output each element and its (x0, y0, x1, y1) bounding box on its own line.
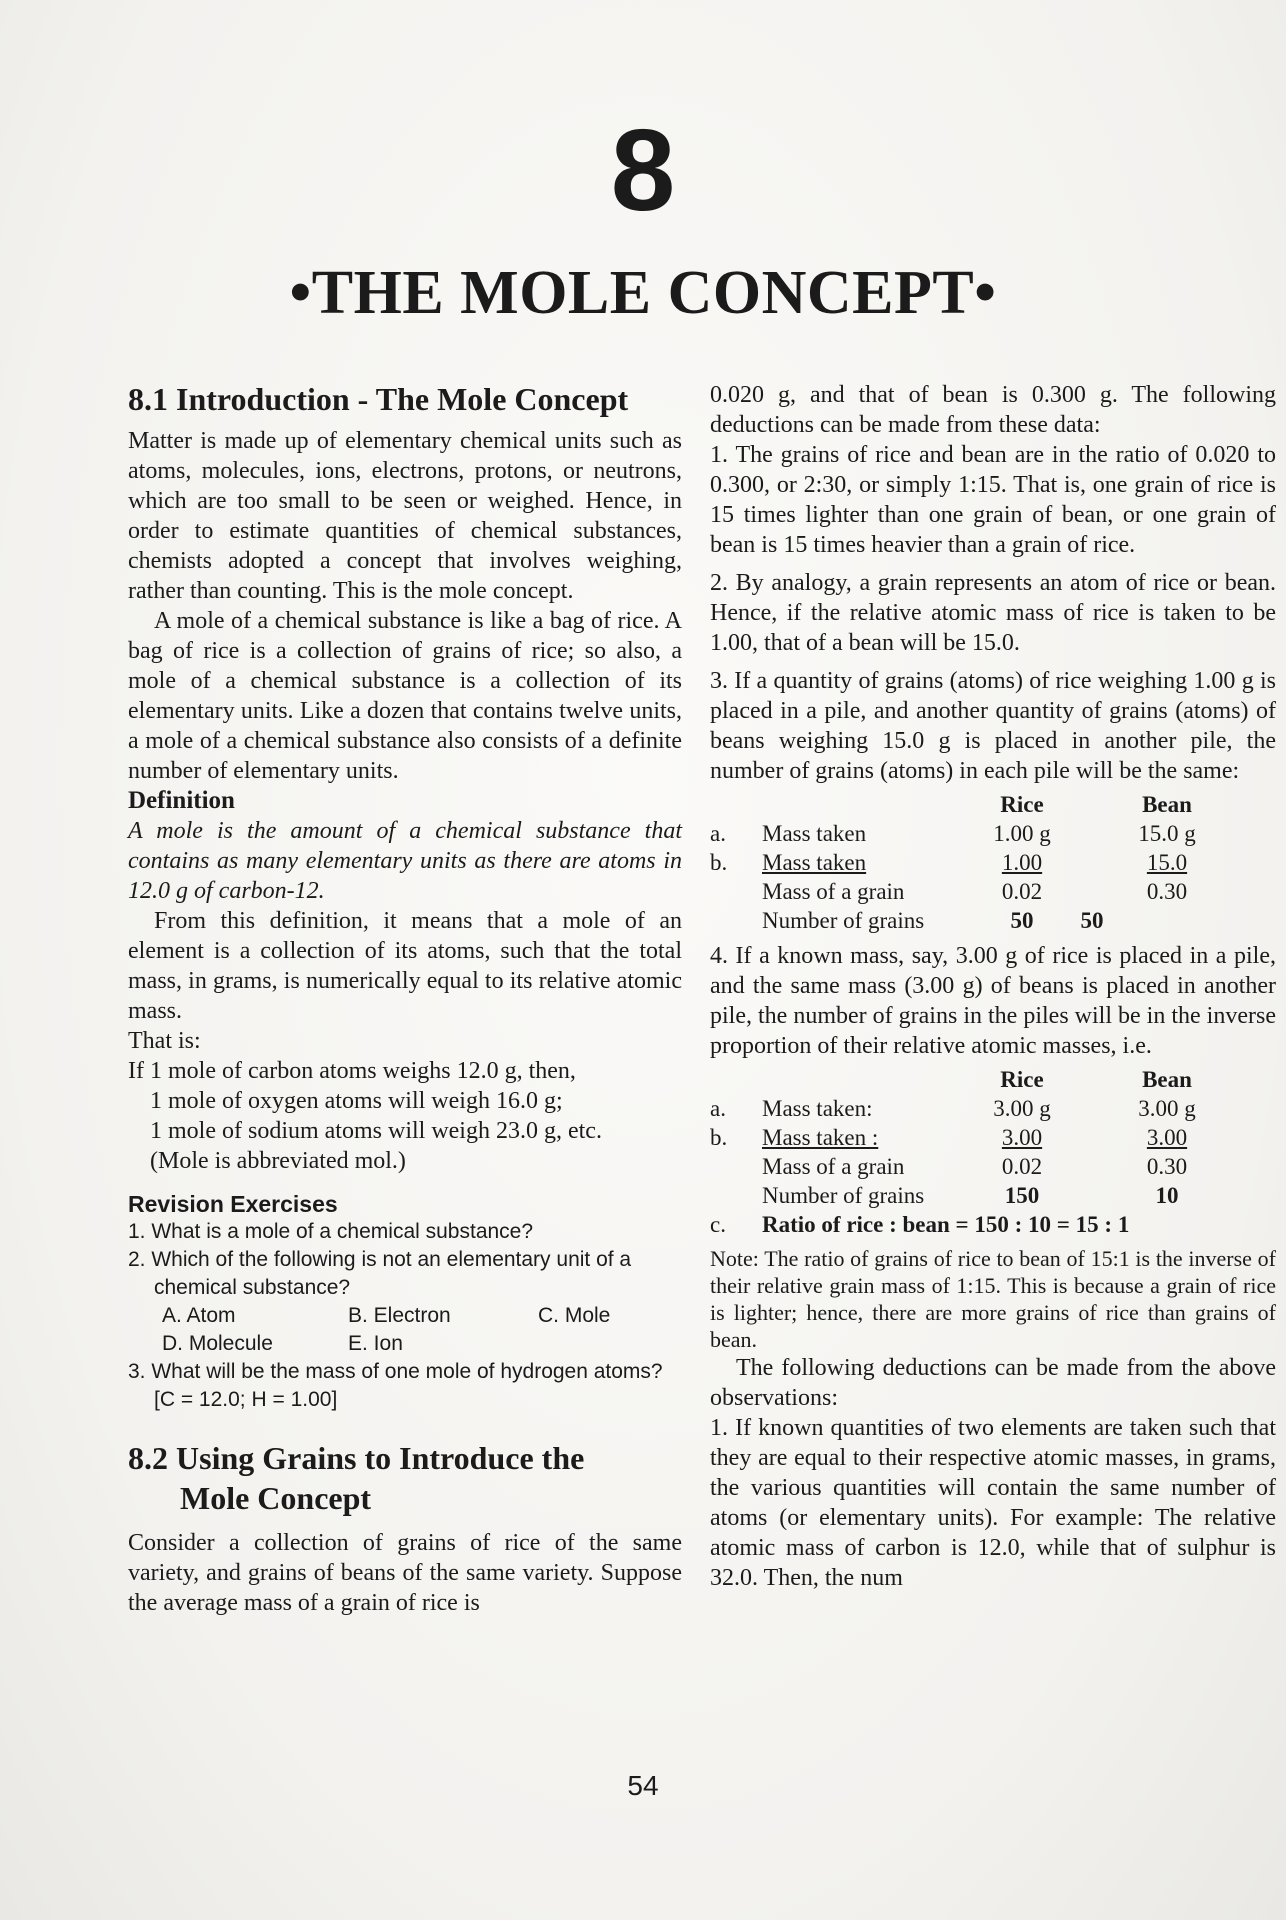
cell-rice: 150 (1004, 1183, 1040, 1208)
cell-rice: 0.02 (1001, 879, 1043, 904)
option-c: C. Mole (538, 1304, 611, 1327)
row-marker: c. (710, 1212, 726, 1237)
cell-rice: 1.00 (1001, 850, 1043, 875)
question-1: 1. What is a mole of a chemical substance? (128, 1220, 534, 1243)
grains-paragraph: Consider a collection of grains of rice of the same variety, and grains of beans of the same variety. Suppose the average mass of a grain of rice is (128, 1530, 682, 1616)
cell-bean: 3.00 g (1138, 1096, 1196, 1121)
chapter-title: •THE MOLE CONCEPT• (289, 259, 997, 327)
grain-mass-continuation: 0.020 g, and that of bean is 0.300 g. The following deductions can be made from these data: (710, 382, 1276, 438)
cell-bean: 0.30 (1146, 879, 1188, 904)
row-label: Number of grains (762, 1183, 925, 1208)
row-marker: b. (710, 850, 728, 875)
example-oxygen: 1 mole of oxygen atoms will weigh 16.0 g; (150, 1088, 563, 1114)
header-rice: Rice (1000, 1067, 1044, 1092)
chapter-number: 8 (610, 105, 676, 235)
that-is-label: That is: (128, 1028, 201, 1054)
page-number: 54 (627, 1770, 659, 1801)
cell-bean: 15.0 g (1138, 821, 1196, 846)
row-label: Mass taken (762, 821, 867, 846)
example-sodium: 1 mole of sodium atoms will weigh 23.0 g, etc. (150, 1118, 602, 1144)
section-8-2 (128, 1438, 682, 1618)
question-2-options (162, 1302, 682, 1358)
header-bean: Bean (1142, 1067, 1192, 1092)
cell-rice: 3.00 (1001, 1125, 1043, 1150)
header-rice: Rice (1000, 792, 1044, 817)
cell-bean: 15.0 (1146, 850, 1188, 875)
section-8-2-heading-line1: 8.2 Using Grains to Introduce the (128, 1440, 585, 1476)
mole-abbreviation: (Mole is abbreviated mol.) (150, 1148, 406, 1174)
section-8-1-heading: 8.1 Introduction - The Mole Concept (128, 381, 629, 417)
option-e: E. Ion (348, 1332, 403, 1355)
deduction-2: 2. By analogy, a grain represents an atom of rice or bean. Hence, if the relative atomic mass of rice is taken to be 1.00, that of a bean will be 15.0. (710, 570, 1276, 656)
definition-heading: Definition (128, 787, 235, 814)
option-b: B. Electron (348, 1304, 451, 1327)
cell-rice: 0.02 (1001, 1154, 1043, 1179)
cell-bean: 3.00 (1146, 1125, 1188, 1150)
rice-bean-table-2 (710, 1065, 1276, 1239)
rice-bean-table-1 (710, 790, 1276, 935)
fraction-numerator-label: Mass taken (762, 850, 867, 875)
header-bean: Bean (1142, 792, 1192, 817)
cell-bean: 10 (1155, 1183, 1179, 1208)
question-2: 2. Which of the following is not an elementary unit of a chemical substance? (128, 1248, 632, 1299)
question-3: 3. What will be the mass of one mole of hydrogen atoms? [C = 12.0; H = 1.00] (128, 1360, 663, 1411)
deduction-1: 1. The grains of rice and bean are in the ratio of 0.020 to 0.300, or 2:30, or simply 1:15. That is, one grain of rice is 15 times lighter than one grain of bean, or one grain of bean is 15 times heavier than a grain of rice. (710, 442, 1276, 558)
ratio-line: Ratio of rice : bean = 150 : 10 = 15 : 1 (762, 1212, 1130, 1237)
row-marker: a. (710, 821, 726, 846)
revision-exercises (128, 1218, 682, 1414)
revision-heading: Revision Exercises (128, 1191, 338, 1217)
option-a: A. Atom (162, 1304, 236, 1327)
cell-rice: 50 (1010, 908, 1034, 933)
mole-analogy-paragraph: A mole of a chemical substance is like a bag of rice. A bag of rice is a collection of grains of rice; so also, a mole of a chemical substance is a collection of its elementary units. Like a dozen that contains twelve units, a mole of a chemical substance also consists of a definite number of elementary units. (128, 608, 682, 784)
row-label: Mass taken: (762, 1096, 873, 1121)
cell-rice: 1.00 g (993, 821, 1051, 846)
definition-explanation: From this definition, it means that a mole of an element is a collection of its atoms, such that the total mass, in grams, is numerically equal to its relative atomic mass. (128, 908, 682, 1024)
right-column (710, 380, 1276, 1593)
following-deductions: The following deductions can be made from the above observations: (710, 1355, 1276, 1411)
cell-bean: 50 (1080, 908, 1104, 933)
note-paragraph: Note: The ratio of grains of rice to bean of 15:1 is the inverse of their relative grain mass of 1:15. This is because a grain of rice is lighter; hence, there are more grains of rice than grains of bean. (710, 1246, 1276, 1352)
left-column (128, 380, 682, 1618)
option-d: D. Molecule (162, 1332, 273, 1355)
row-label: Number of grains (762, 908, 925, 933)
deduction-e1: 1. If known quantities of two elements are taken such that they are equal to their respective atomic masses, in grams, the various quantities will contain the same number of atoms (or elementary units). For example: The relative atomic mass of carbon is 12.0, while that of sulphur is 32.0. Then, the num (710, 1415, 1276, 1591)
deduction-4: 4. If a known mass, say, 3.00 g of rice is placed in a pile, and the same mass (3.00 g) of beans is placed in another pile, the number of grains in the piles will be in the inverse proportion of their relative atomic masses, i.e. (710, 943, 1276, 1059)
definition-text: A mole is the amount of a chemical substance that contains as many elementary units as there are atoms in 12.0 g of carbon-12. (128, 818, 682, 904)
section-8-2-heading-line2: Mole Concept (180, 1480, 372, 1516)
cell-rice: 3.00 g (993, 1096, 1051, 1121)
cell-bean: 0.30 (1146, 1154, 1188, 1179)
fraction-denominator-label: Mass of a grain (762, 879, 905, 904)
row-marker: b. (710, 1125, 728, 1150)
fraction-numerator-label: Mass taken : (762, 1125, 879, 1150)
intro-paragraph: Matter is made up of elementary chemical units such as atoms, molecules, ions, electrons, protons, or neutrons, which are too small to be seen or weighed. Hence, in order to estimate quantities of chemical substances, chemists adopted a concept that involves weighing, rather than counting. This is the mole concept. (128, 428, 682, 604)
fraction-denominator-label: Mass of a grain (762, 1154, 905, 1179)
row-marker: a. (710, 1096, 726, 1121)
deduction-3: 3. If a quantity of grains (atoms) of rice weighing 1.00 g is placed in a pile, and another quantity of grains (atoms) of beans weighing 15.0 g is placed in another pile, the number of grains (atoms) in each pile will be the same: (710, 668, 1276, 784)
example-carbon: If 1 mole of carbon atoms weighs 12.0 g, then, (128, 1058, 576, 1084)
